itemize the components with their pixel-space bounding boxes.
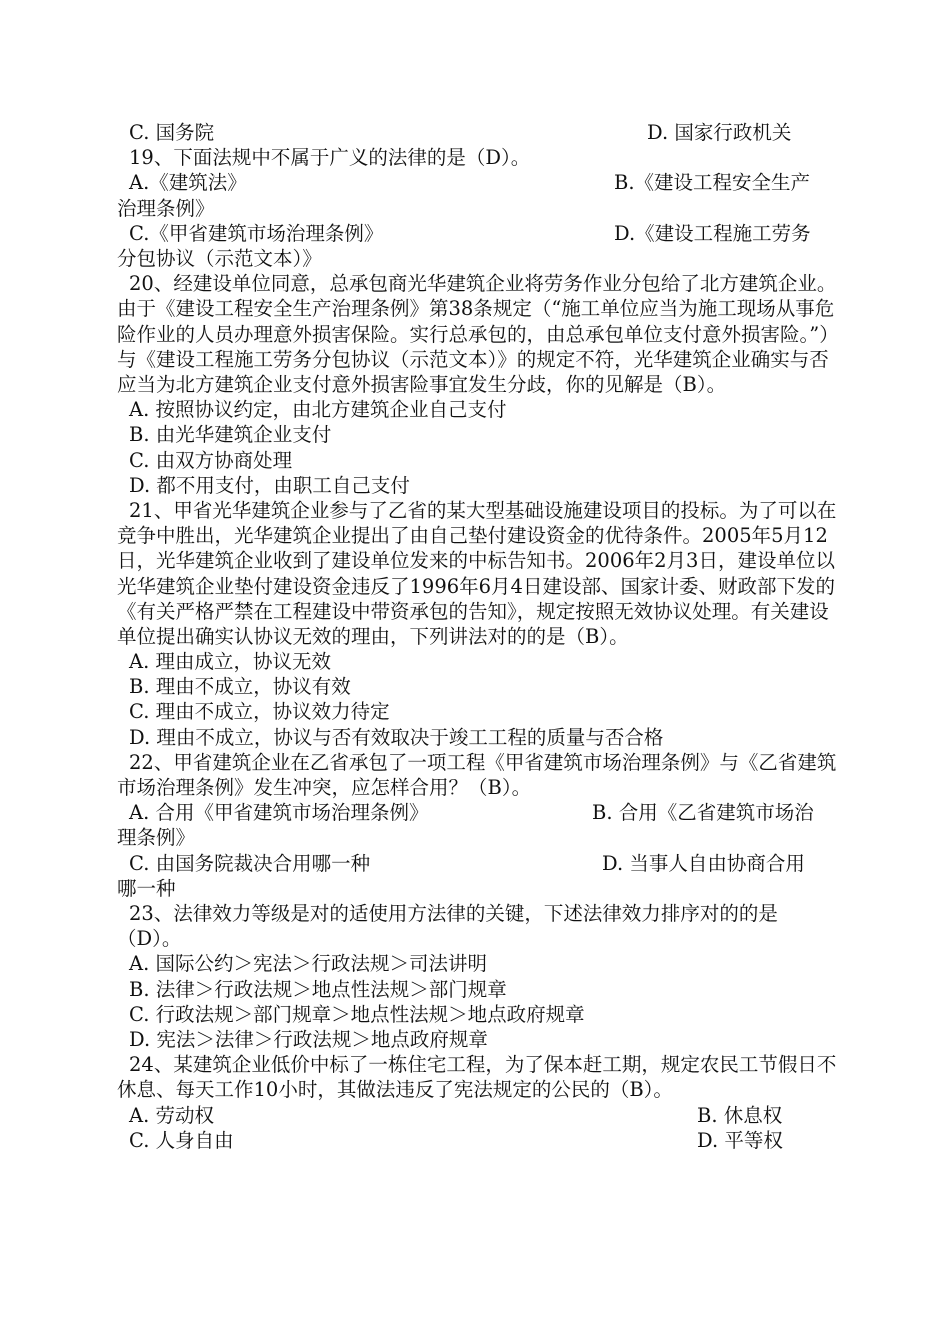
question-22: 22、甲省建筑企业在乙省承包了一项工程《甲省建筑市场治理条例》与《乙省建筑市场治理条例》发生冲突，应怎样合用？（B）。 [117, 750, 837, 800]
option-row [117, 1128, 837, 1153]
question-23: 23、法律效力等级是对的适使用方法律的关键，下述法律效力排序对的的是（D）。 [117, 902, 778, 951]
option-c: C. 国务院 [129, 121, 215, 144]
option-b-continued: 理条例》 [117, 826, 196, 850]
option-d-continued: 哪一种 [117, 876, 176, 900]
option-c: C. 人身自由 [129, 1128, 234, 1152]
option-c: C. 由国务院裁决合用哪一种 [129, 851, 371, 875]
option-d: D. 理由不成立，协议与否有效取决于竣工工程的质量与否合格 [129, 725, 664, 749]
option-b: B. 由光华建筑企业支付 [129, 423, 332, 447]
option-row [117, 221, 837, 246]
option-c: C. 由双方协商处理 [129, 448, 293, 472]
option-row [117, 170, 837, 195]
option-c: C. 理由不成立，协议效力待定 [129, 700, 390, 724]
option-b: B. 休息权 [697, 1103, 783, 1127]
option-d: D. 都不用支付，由职工自己支付 [129, 473, 410, 497]
option-c: C.《甲省建筑市场治理条例》 [129, 221, 384, 245]
option-a: A.《建筑法》 [129, 171, 247, 195]
option-d: D. 平等权 [697, 1128, 783, 1152]
option-a: A. 按照协议约定，由北方建筑企业自己支付 [129, 398, 507, 422]
option-d: D. 当事人自由协商合用 [602, 851, 805, 875]
option-d: D. 国家行政机关 [647, 121, 792, 144]
option-b: B. 法律＞行政法规＞地点性法规＞部门规章 [129, 977, 507, 1001]
option-a: A. 合用《甲省建筑市场治理条例》 [129, 801, 429, 825]
option-b: B. 理由不成立，协议有效 [129, 675, 351, 699]
option-a: A. 理由成立，协议无效 [129, 650, 331, 674]
option-d-continued: 分包协议（示范文本）》 [117, 246, 322, 270]
option-d: D. 宪法＞法律＞行政法规＞地点政府规章 [129, 1027, 488, 1051]
option-d: D.《建设工程施工劳务 [614, 221, 811, 245]
question-21: 21、甲省光华建筑企业参与了乙省的某大型基础设施建设项目的投标。为了可以在竞争中胜出，光华建筑企业提出了由自己垫付建设资金的优待条件。2005年5月12日，光华建筑企业收到了建设单位发来的中标告知书。2006年2月3日，建设单位以光华建筑企业垫付建设资金违反了1996年6月4日建设部、国家计委、财政部下发的《有关严格严禁在工程建设中带资承包的告知》，规定按照无效协议处理。有关建设单位提出确实认协议无效的理由，下列讲法对的的是（B）。 [117, 498, 837, 648]
option-b: B.《建设工程安全生产 [614, 171, 811, 195]
question-19: 19、下面法规中不属于广义的法律的是（D）。 [129, 146, 531, 170]
option-b: B. 合用《乙省建筑市场治 [592, 801, 814, 825]
option-row [117, 851, 837, 876]
option-a: A. 劳动权 [129, 1103, 214, 1127]
option-c: C. 行政法规＞部门规章＞地点性法规＞地点政府规章 [129, 1002, 585, 1026]
option-row [117, 1103, 837, 1128]
option-b-continued: 治理条例》 [117, 196, 215, 220]
option-row [117, 120, 837, 145]
option-row [117, 800, 837, 825]
question-20: 20、经建设单位同意，总承包商光华建筑企业将劳务作业分包给了北方建筑企业。由于《建设工程安全生产治理条例》第38条规定（“施工单位应当为施工现场从事危险作业的人员办理意外损害保险。实行总承包的，由总承包单位支付意外损害险。”）与《建设工程施工劳务分包协议（示范文本）》的规定不符，光华建筑企业确实与否应当为北方建筑企业支付意外损害险事宜发生分歧，你的见解是（B）。 [117, 272, 837, 396]
option-a: A. 国际公约＞宪法＞行政法规＞司法讲明 [129, 952, 487, 976]
question-24: 24、某建筑企业低价中标了一栋住宅工程，为了保本赶工期，规定农民工节假日不休息、每天工作10小时，其做法违反了宪法规定的公民的（B）。 [117, 1053, 837, 1102]
document-page [117, 120, 837, 1153]
